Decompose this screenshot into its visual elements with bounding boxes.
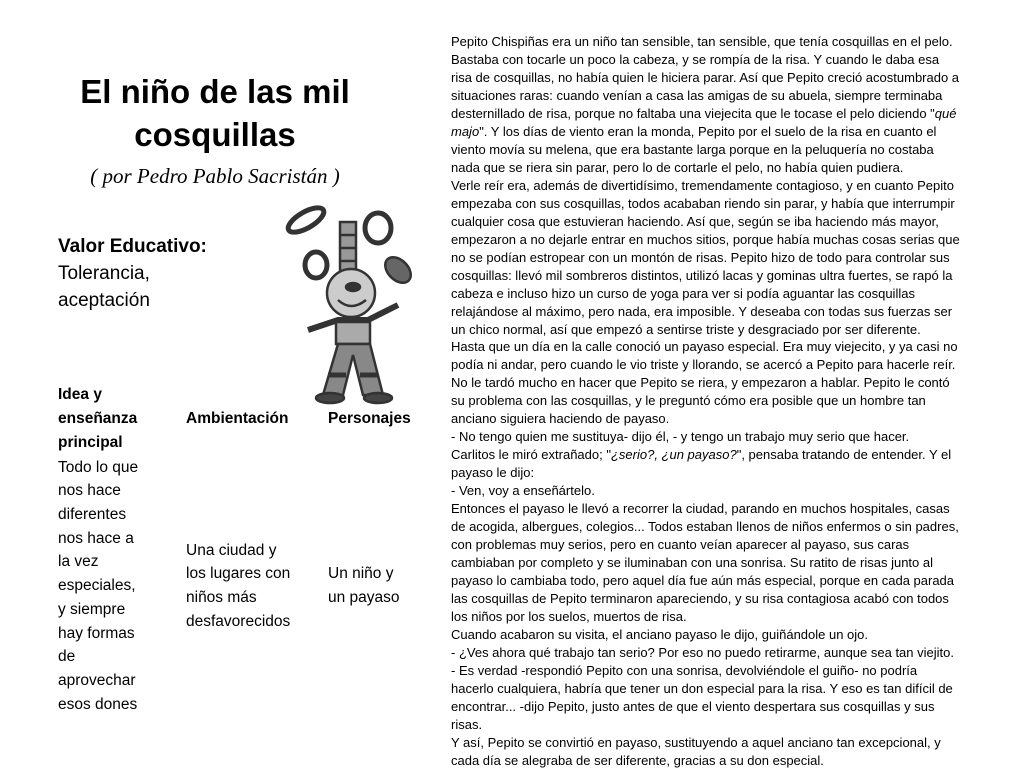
story-text-segment: risa de cosquillas, no había quien le hiciera parar. Así que Pepito creció acostumbrado a — [451, 69, 960, 85]
story-text-segment: Carlitos le miró extrañado; " — [451, 447, 611, 463]
story-line — [451, 410, 1011, 428]
story-text-segment: los niños por los suelos, muertos de risa. — [451, 609, 687, 624]
story-line — [451, 356, 1011, 374]
story-text-segment: Cuando acabaron su visita, el anciano payaso le dijo, guiñándole un ojo. — [451, 626, 869, 642]
story-line — [451, 213, 1011, 231]
story-line — [451, 536, 1011, 554]
story-text-segment: cabeza e incluso hizo un curso de yoga para ver si podía aguantar las cosquillas — [451, 285, 915, 301]
story-line — [451, 644, 1011, 662]
author-subtitle: ( por Pedro Pablo Sacristán ) — [90, 164, 340, 188]
cell-setting: Una ciudad y los lugares con niños más desfavorecidos — [186, 541, 291, 630]
story-line — [451, 69, 1011, 87]
story-text-segment: situaciones raras: cuando venían a casa las amigas de su abuela, siempre terminaba — [451, 87, 943, 103]
educational-value — [58, 233, 207, 314]
story-text-segment: encontrar... -dijo Pepito, justo antes de que el viento despertara sus cosquillas y sus — [451, 698, 935, 714]
story-text — [451, 33, 1011, 770]
story-italic-text: ¿serio?, ¿un payaso? — [610, 447, 737, 463]
juggling-clown-illustration — [278, 190, 418, 405]
story-line — [451, 482, 1011, 500]
story-text-segment: las cosquillas de Pepito terminaron apareciendo, y su risa contagiosa acabó con todos — [451, 591, 949, 607]
title-line: cosquillas — [134, 116, 296, 153]
story-text-segment: Hasta que un día en la calle conoció un payaso especial. Era muy viejecito, y ya casi no — [451, 339, 958, 355]
story-line — [451, 662, 1011, 680]
story-text-segment: con problemas muy serios, pero en cuanto veían aparecer al payaso, sus caras — [451, 537, 910, 553]
story-text-segment: relajándose al máximo, pero nada, era imposible. Y deseaba con todas sus fuerzas ser — [451, 303, 953, 319]
story-text-segment: cualquier cosa que estuvieran haciendo. Así que, según se iba haciendo más mayor, — [451, 213, 939, 229]
story-text-segment: no se podían estropear con un montón de risas. Pepito hizo de todo para controlar sus — [451, 249, 950, 265]
story-italic-text: majo — [451, 123, 480, 139]
header-idea — [52, 383, 172, 455]
story-text-segment: Verle reír era, además de divertidísimo, tremendamente contagioso, y en cuanto Pepito — [451, 177, 954, 193]
story-text-segment: - Es verdad -respondió Pepito con una sonrisa, devolviéndole el guiño- no podría — [451, 662, 918, 678]
story-line — [451, 428, 1011, 446]
story-text-segment: Entonces el payaso le llevó a recorrer la ciudad, parando en muchos hospitales, casas — [451, 501, 950, 517]
story-text-segment: empezaba con sus cosquillas, todos acababan riendo sin parar, y había que interrumpir — [451, 195, 955, 211]
header-characters: Personajes — [328, 410, 411, 428]
story-line — [451, 249, 1011, 267]
story-line — [451, 608, 1011, 626]
story-line — [451, 123, 1011, 141]
story-line — [451, 177, 1011, 195]
header-idea-text: Idea y enseñanza principal — [58, 386, 138, 451]
story-line — [451, 590, 1011, 608]
educational-value-heading: Valor Educativo: — [58, 236, 207, 257]
story-text-segment: su problema con las cosquillas, y le preguntó cómo era posible que un hombre tan — [451, 393, 926, 409]
story-text-segment: un chico normal, así que empezó a sentirse triste y desgraciado por ser diferente. — [451, 321, 921, 337]
story-line — [451, 303, 1011, 321]
story-text-segment: No le tardó mucho en hacer que Pepito se riera, y empezaron a hablar. Pepito le contó — [451, 375, 950, 391]
story-line — [451, 159, 1011, 177]
story-text-segment: cada día se alegraba de ser diferente, gracias a su don especial. — [451, 752, 824, 768]
cell-characters: Un niño y un payaso — [328, 565, 400, 606]
story-line — [451, 321, 1011, 339]
story-italic-text: qué — [934, 105, 957, 121]
story-text-segment: de acogida, albergues, colegios... Todos estaban llenos de niños enfermos o sin padres, — [451, 519, 959, 535]
story-line — [451, 716, 1011, 734]
story-line — [451, 572, 1011, 590]
story-line — [451, 554, 1011, 572]
story-line — [451, 195, 1011, 213]
story-line — [451, 285, 1011, 303]
story-line — [451, 33, 1011, 51]
story-line — [451, 392, 1011, 410]
educational-value-text: Tolerancia, — [58, 263, 150, 284]
story-line — [451, 500, 1011, 518]
story-text-segment: ", pensaba tratando de entender. Y el — [736, 447, 952, 463]
story-line — [451, 87, 1011, 105]
story-line — [451, 752, 1011, 770]
story-text-segment: Pepito Chispiñas era un niño tan sensible, tan sensible, que tenía cosquillas en el pelo. — [451, 34, 953, 49]
story-text-segment: anciano siguiera haciendo de payaso. — [451, 411, 670, 427]
educational-value-text: aceptación — [58, 290, 150, 311]
story-text-segment: viento movía su melena, que era bastante larga porque en la peluquería no costaba — [451, 141, 934, 157]
story-text-segment: cosquillas: llevó mil sombreros distintos, utilizó lacas y gominas ultra fuertes, se rapó la — [451, 267, 953, 283]
story-text-segment: nada que se riera sin parar, pero lo de cortarle el pelo, no había quien pudiera. — [451, 159, 904, 175]
story-line — [451, 374, 1011, 392]
story-text-segment: - ¿Ves ahora qué trabajo tan serio? Por eso no puedo retirarme, aunque sea tan viejito. — [451, 644, 954, 660]
story-text-segment: - Ven, voy a enseñártelo. — [451, 483, 595, 499]
story-line — [451, 464, 1011, 482]
story-line — [451, 518, 1011, 536]
page-title — [30, 70, 400, 156]
story-text-segment: ". Y los días de viento eran la monda, Pepito por el suelo de la risa en cuanto el — [479, 123, 937, 139]
story-text-segment: payaso le dijo: — [451, 465, 535, 481]
story-line — [451, 267, 1011, 285]
story-text-segment: Y así, Pepito se convirtió en payaso, sustituyendo a aquel anciano tan excepcional, y — [451, 734, 941, 750]
story-text-segment: - No tengo quien me sustituya- dijo él, - y tengo un trabajo muy serio que hacer. — [451, 429, 910, 445]
story-line — [451, 105, 1011, 123]
title-line: El niño de las mil — [80, 73, 350, 110]
story-line — [451, 698, 1011, 716]
story-text-segment: desternillado de risa, porque no faltaba una viejecita que le tocase el pelo diciendo " — [451, 105, 935, 121]
story-text-segment: empezaron a no dejarle entrar en muchos sitios, porque había muchas cosas serias que — [451, 231, 960, 247]
story-line — [451, 231, 1011, 249]
story-line — [451, 446, 1011, 464]
story-text-segment: risas. — [451, 716, 483, 732]
story-text-segment: payaso lo cambiaba todo, pero aquel día fue aún más especial, porque en cada parada — [451, 573, 955, 589]
cell-idea: Todo lo que nos hace diferentes nos hace a la vez especiales, y siempre hay formas de aprovechar esos dones — [58, 458, 139, 713]
story-line — [451, 338, 1011, 356]
story-text-segment: Bastaba con tocarle un poco la cabeza, y se rompía de la risa. Y cuando le daba esa — [451, 51, 940, 67]
story-line — [451, 141, 1011, 159]
story-text-segment: hacerlo cualquiera, habría que tener un don especial para la risa. Y eso es tan difícil de — [451, 680, 953, 696]
story-line — [451, 680, 1011, 698]
story-line — [451, 51, 1011, 69]
story-text-segment: cambiaban por completo y se iluminaban con una sonrisa. Su ratito de risas junto al — [451, 555, 933, 571]
story-line — [451, 734, 1011, 752]
story-summary-table — [52, 383, 417, 717]
header-setting: Ambientación — [186, 410, 289, 428]
story-line — [451, 626, 1011, 644]
story-text-segment: podía ni andar, pero cuando le vio triste y llorando, se acercó a Pepito para hacerle reír. — [451, 357, 956, 373]
